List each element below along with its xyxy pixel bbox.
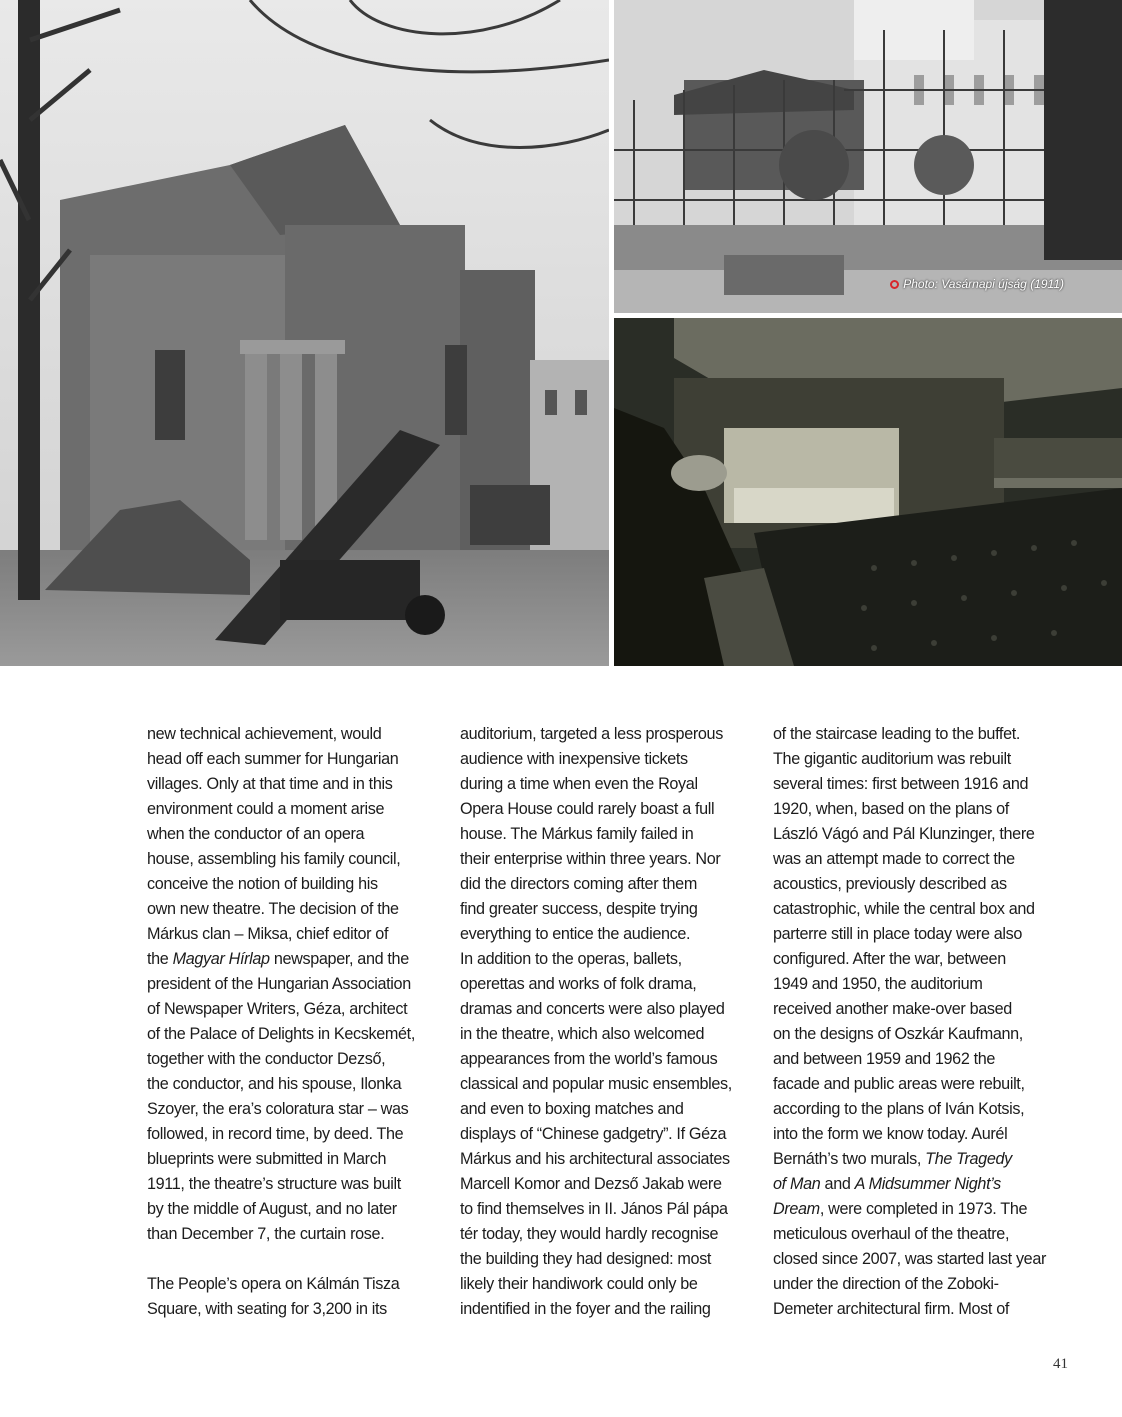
- text-line: indentified in the foyer and the railing: [460, 1300, 711, 1318]
- text-line-italic: [773, 1197, 1065, 1222]
- text-line: and even to boxing matches and: [460, 1100, 684, 1118]
- text-line: 1920, when, based on the plans of: [773, 800, 1009, 818]
- text-line: own new theatre. The decision of the: [147, 900, 399, 918]
- text-line: Square, with seating for 3,200 in its: [147, 1300, 387, 1318]
- text-line: classical and popular music ensembles,: [460, 1075, 732, 1093]
- photo-credit: [890, 277, 1064, 291]
- text-line: on the designs of Oszkár Kaufmann,: [773, 1025, 1023, 1043]
- text-line: was an attempt made to correct the: [773, 850, 1015, 868]
- text-line: Marcell Komor and Dezső Jakab were: [460, 1175, 722, 1193]
- text-line: received another make-over based: [773, 1000, 1012, 1018]
- text-column-2: [460, 722, 752, 1322]
- text-line: during a time when even the Royal: [460, 775, 698, 793]
- text-line-italic: [773, 1172, 1065, 1197]
- text-line: dramas and concerts were also played: [460, 1000, 725, 1018]
- text-line: meticulous overhaul of the theatre,: [773, 1225, 1010, 1243]
- text-line: the building they had designed: most: [460, 1250, 712, 1268]
- text-line: house, assembling his family council,: [147, 850, 401, 868]
- text-line: of the staircase leading to the buffet.: [773, 725, 1021, 743]
- text-line: operettas and works of folk drama,: [460, 975, 697, 993]
- text-line: the conductor, and his spouse, Ilonka: [147, 1075, 402, 1093]
- text-column-1: [147, 722, 439, 1322]
- text-line: audience with inexpensive tickets: [460, 750, 688, 768]
- credit-marker-icon: [890, 280, 899, 289]
- text-column-3: [773, 722, 1065, 1322]
- text-run: Bernáth’s two murals,: [773, 1150, 926, 1168]
- text-line: In addition to the operas, ballets,: [460, 950, 682, 968]
- text-run: the: [147, 950, 173, 968]
- theatre-exterior-photo: [0, 0, 609, 666]
- text-line: villages. Only at that time and in this: [147, 775, 393, 793]
- text-line: in the theatre, which also welcomed: [460, 1025, 705, 1043]
- text-line: displays of “Chinese gadgetry”. If Géza: [460, 1125, 727, 1143]
- newspaper-title: Magyar Hírlap: [172, 950, 270, 968]
- construction-photo: [614, 0, 1122, 313]
- photo-credit-text: Photo: Vasárnapi újság (1911): [903, 277, 1064, 291]
- text-line-italic: [147, 947, 439, 972]
- text-line: Márkus and his architectural associates: [460, 1150, 730, 1168]
- auditorium-photo: [614, 318, 1122, 666]
- text-line: everything to entice the audience.: [460, 925, 691, 943]
- text-line: The People’s opera on Kálmán Tisza: [147, 1275, 400, 1293]
- mural-title: The Tragedy: [925, 1150, 1012, 1168]
- text-line: Demeter architectural firm. Most of: [773, 1300, 1010, 1318]
- text-line: to find themselves in II. János Pál pápa: [460, 1200, 728, 1218]
- text-line: house. The Márkus family failed in: [460, 825, 694, 843]
- text-line: tér today, they would hardly recognise: [460, 1225, 719, 1243]
- text-run: , were completed in 1973. The: [819, 1200, 1028, 1218]
- mural-title: of Man: [773, 1175, 821, 1193]
- text-line: than December 7, the curtain rose.: [147, 1225, 385, 1243]
- text-line: Márkus clan – Miksa, chief editor of: [147, 925, 389, 943]
- text-line: by the middle of August, and no later: [147, 1200, 397, 1218]
- text-line: blueprints were submitted in March: [147, 1150, 387, 1168]
- text-run: and: [820, 1175, 855, 1193]
- text-line: The gigantic auditorium was rebuilt: [773, 750, 1011, 768]
- text-line: Szoyer, the era’s coloratura star – was: [147, 1100, 409, 1118]
- text-line: configured. After the war, between: [773, 950, 1006, 968]
- text-line: new technical achievement, would: [147, 725, 382, 743]
- text-line: together with the conductor Dezső,: [147, 1050, 386, 1068]
- text-line: catastrophic, while the central box and: [773, 900, 1035, 918]
- text-line: parterre still in place today were also: [773, 925, 1023, 943]
- text-line: 1949 and 1950, the auditorium: [773, 975, 983, 993]
- mural-title: A Midsummer Night’s: [854, 1175, 1001, 1193]
- text-line: Opera House could rarely boast a full: [460, 800, 715, 818]
- text-line: environment could a moment arise: [147, 800, 385, 818]
- text-line: conceive the notion of building his: [147, 875, 378, 893]
- text-line: and between 1959 and 1962 the: [773, 1050, 996, 1068]
- text-line: according to the plans of Iván Kotsis,: [773, 1100, 1025, 1118]
- text-line: likely their handiwork could only be: [460, 1275, 698, 1293]
- text-line: appearances from the world’s famous: [460, 1050, 718, 1068]
- text-line: did the directors coming after them: [460, 875, 697, 893]
- text-line: followed, in record time, by deed. The: [147, 1125, 404, 1143]
- text-line: into the form we know today. Aurél: [773, 1125, 1008, 1143]
- text-run: newspaper, and the: [269, 950, 409, 968]
- text-line: auditorium, targeted a less prosperous: [460, 725, 723, 743]
- text-line: several times: first between 1916 and: [773, 775, 1029, 793]
- text-line: under the direction of the Zoboki-: [773, 1275, 999, 1293]
- text-line: closed since 2007, was started last year: [773, 1250, 1047, 1268]
- page-number: 41: [1053, 1356, 1068, 1372]
- text-line: acoustics, previously described as: [773, 875, 1007, 893]
- text-line: president of the Hungarian Association: [147, 975, 411, 993]
- text-line-italic: [773, 1147, 1065, 1172]
- text-line: facade and public areas were rebuilt,: [773, 1075, 1025, 1093]
- paragraph-gap: [147, 1247, 439, 1272]
- text-line: when the conductor of an opera: [147, 825, 365, 843]
- text-line: of Newspaper Writers, Géza, architect: [147, 1000, 408, 1018]
- text-line: head off each summer for Hungarian: [147, 750, 399, 768]
- mural-title: Dream: [773, 1200, 820, 1218]
- text-line: László Vágó and Pál Klunzinger, there: [773, 825, 1035, 843]
- text-line: 1911, the theatre’s structure was built: [147, 1175, 401, 1193]
- text-line: their enterprise within three years. Nor: [460, 850, 721, 868]
- text-line: of the Palace of Delights in Kecskemét,: [147, 1025, 415, 1043]
- text-line: find greater success, despite trying: [460, 900, 698, 918]
